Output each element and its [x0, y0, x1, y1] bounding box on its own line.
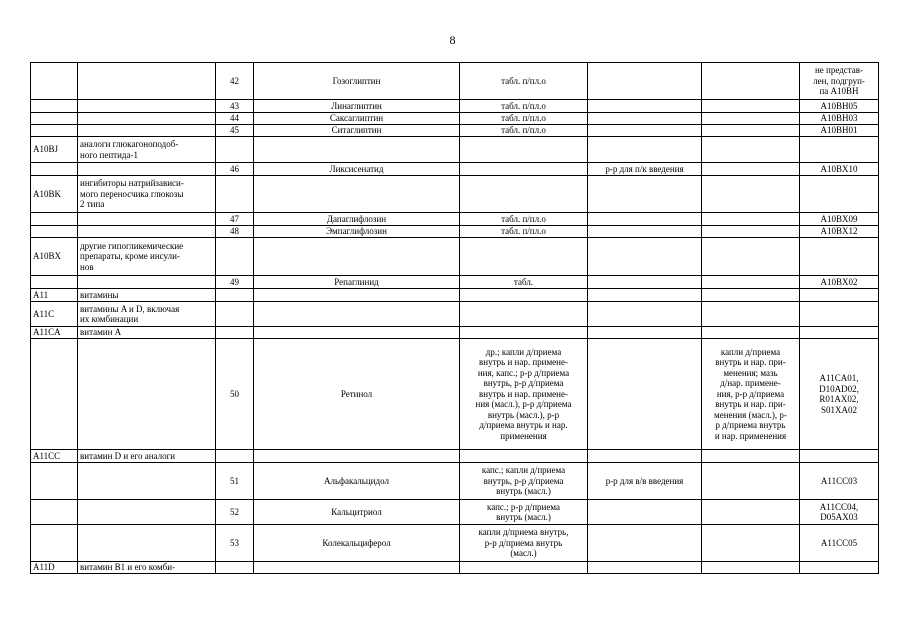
group-name-cell: аналоги глюкагоноподоб- ного пептида-1: [78, 137, 216, 163]
atc-code-cell: A10BX02: [800, 276, 879, 289]
dosage-form-extra-cell: [588, 176, 702, 213]
dosage-form-cell: табл. п/пл.о: [460, 100, 588, 113]
atc-code-cell: A10BX09: [800, 213, 879, 226]
atc-code-cell: A11CC05: [800, 525, 879, 562]
table-row: [31, 63, 879, 100]
dosage-form-other-cell: [702, 226, 800, 238]
dosage-form-cell: [460, 302, 588, 327]
dosage-form-other-cell: [702, 525, 800, 562]
atc-group-code-cell: A10BK: [31, 176, 78, 213]
atc-code-cell: [800, 302, 879, 327]
drug-name-cell: Кальцитриол: [254, 500, 460, 525]
drug-name-cell: Саксаглиптин: [254, 113, 460, 125]
dosage-form-other-cell: [702, 450, 800, 463]
atc-code-cell: A11CC03: [800, 463, 879, 500]
group-name-cell: витамин A: [78, 327, 216, 339]
atc-group-code-cell: A10BX: [31, 238, 78, 276]
group-name-cell: [78, 113, 216, 125]
table-row: [31, 100, 879, 113]
atc-group-code-cell: [31, 163, 78, 176]
group-name-cell: витамин B1 и его комби-: [78, 562, 216, 574]
dosage-form-other-cell: [702, 100, 800, 113]
dosage-form-extra-cell: [588, 525, 702, 562]
dosage-form-extra-cell: [588, 289, 702, 302]
atc-group-code-cell: A11C: [31, 302, 78, 327]
atc-group-code-cell: A11: [31, 289, 78, 302]
drug-name-cell: Ликсисенатид: [254, 163, 460, 176]
atc-group-code-cell: [31, 100, 78, 113]
drug-name-cell: [254, 238, 460, 276]
atc-group-code-cell: A10BJ: [31, 137, 78, 163]
atc-group-code-cell: A11CA: [31, 327, 78, 339]
table-row: [31, 163, 879, 176]
table-row: [31, 176, 879, 213]
dosage-form-extra-cell: р-р для п/к введения: [588, 163, 702, 176]
dosage-form-cell: капс.; р-р д/приема внутрь (масл.): [460, 500, 588, 525]
drug-name-cell: [254, 176, 460, 213]
dosage-form-cell: табл. п/пл.о: [460, 226, 588, 238]
drug-name-cell: Ретинол: [254, 339, 460, 450]
table-row: [31, 302, 879, 327]
dosage-form-cell: табл.: [460, 276, 588, 289]
dosage-form-extra-cell: [588, 339, 702, 450]
row-number-cell: [216, 238, 254, 276]
row-number-cell: 52: [216, 500, 254, 525]
atc-group-code-cell: A11CC: [31, 450, 78, 463]
atc-group-code-cell: [31, 226, 78, 238]
dosage-form-extra-cell: [588, 226, 702, 238]
dosage-form-extra-cell: [588, 213, 702, 226]
drug-table: [30, 62, 879, 574]
atc-code-cell: [800, 562, 879, 574]
dosage-form-cell: [460, 327, 588, 339]
drug-name-cell: Линаглиптин: [254, 100, 460, 113]
group-name-cell: другие гипогликемические препараты, кроме инсули- нов: [78, 238, 216, 276]
atc-code-cell: A10BH03: [800, 113, 879, 125]
group-name-cell: [78, 463, 216, 500]
drug-name-cell: [254, 289, 460, 302]
dosage-form-other-cell: [702, 500, 800, 525]
row-number-cell: [216, 137, 254, 163]
row-number-cell: [216, 289, 254, 302]
group-name-cell: [78, 125, 216, 137]
dosage-form-other-cell: [702, 163, 800, 176]
drug-name-cell: [254, 302, 460, 327]
dosage-form-cell: капли д/приема внутрь, р-р д/приема внутрь (масл.): [460, 525, 588, 562]
table-row: [31, 125, 879, 137]
table-row: [31, 327, 879, 339]
atc-code-cell: [800, 327, 879, 339]
row-number-cell: 48: [216, 226, 254, 238]
table-row: [31, 339, 879, 450]
drug-name-cell: Гозоглиптин: [254, 63, 460, 100]
table-row: [31, 137, 879, 163]
page-number: 8: [449, 33, 456, 47]
row-number-cell: 46: [216, 163, 254, 176]
dosage-form-other-cell: [702, 213, 800, 226]
atc-group-code-cell: [31, 113, 78, 125]
row-number-cell: 47: [216, 213, 254, 226]
dosage-form-cell: [460, 176, 588, 213]
atc-code-cell: A11CC04, D05AX03: [800, 500, 879, 525]
dosage-form-cell: табл. п/пл.о: [460, 125, 588, 137]
atc-code-cell: не представ- лен, подгруп- па A10BH: [800, 63, 879, 100]
dosage-form-cell: табл. п/пл.о: [460, 63, 588, 100]
row-number-cell: [216, 450, 254, 463]
group-name-cell: [78, 500, 216, 525]
dosage-form-cell: [460, 450, 588, 463]
dosage-form-extra-cell: [588, 125, 702, 137]
dosage-form-extra-cell: [588, 276, 702, 289]
dosage-form-cell: [460, 562, 588, 574]
dosage-form-extra-cell: [588, 500, 702, 525]
atc-code-cell: [800, 137, 879, 163]
row-number-cell: 51: [216, 463, 254, 500]
group-name-cell: [78, 213, 216, 226]
row-number-cell: [216, 562, 254, 574]
row-number-cell: 42: [216, 63, 254, 100]
dosage-form-extra-cell: [588, 137, 702, 163]
atc-code-cell: A10BH01: [800, 125, 879, 137]
drug-name-cell: [254, 327, 460, 339]
table-row: [31, 113, 879, 125]
atc-group-code-cell: [31, 463, 78, 500]
row-number-cell: [216, 327, 254, 339]
row-number-cell: [216, 176, 254, 213]
drug-name-cell: Ситаглиптин: [254, 125, 460, 137]
row-number-cell: [216, 302, 254, 327]
atc-group-code-cell: [31, 339, 78, 450]
group-name-cell: [78, 525, 216, 562]
drug-name-cell: Дапаглифлозин: [254, 213, 460, 226]
drug-name-cell: [254, 562, 460, 574]
atc-group-code-cell: [31, 63, 78, 100]
dosage-form-other-cell: [702, 302, 800, 327]
dosage-form-other-cell: [702, 137, 800, 163]
dosage-form-extra-cell: [588, 562, 702, 574]
group-name-cell: [78, 276, 216, 289]
drug-name-cell: Эмпаглифлозин: [254, 226, 460, 238]
dosage-form-extra-cell: [588, 302, 702, 327]
group-name-cell: [78, 100, 216, 113]
dosage-form-extra-cell: [588, 327, 702, 339]
dosage-form-cell: [460, 163, 588, 176]
drug-name-cell: Колекальциферол: [254, 525, 460, 562]
group-name-cell: витамины: [78, 289, 216, 302]
dosage-form-other-cell: [702, 176, 800, 213]
table-row: [31, 289, 879, 302]
atc-code-cell: A10BX12: [800, 226, 879, 238]
drug-name-cell: [254, 450, 460, 463]
table-row: [31, 525, 879, 562]
dosage-form-extra-cell: [588, 450, 702, 463]
group-name-cell: витамины A и D, включая их комбинации: [78, 302, 216, 327]
dosage-form-other-cell: [702, 113, 800, 125]
dosage-form-cell: капс.; капли д/приема внутрь, р-р д/приема внутрь (масл.): [460, 463, 588, 500]
dosage-form-extra-cell: [588, 238, 702, 276]
row-number-cell: 49: [216, 276, 254, 289]
row-number-cell: 53: [216, 525, 254, 562]
dosage-form-cell: табл. п/пл.о: [460, 213, 588, 226]
atc-group-code-cell: [31, 525, 78, 562]
atc-code-cell: [800, 289, 879, 302]
group-name-cell: ингибиторы натрийзависи- мого переносчика глюкозы 2 типа: [78, 176, 216, 213]
dosage-form-other-cell: [702, 289, 800, 302]
dosage-form-other-cell: [702, 63, 800, 100]
dosage-form-other-cell: [702, 125, 800, 137]
group-name-cell: витамин D и его аналоги: [78, 450, 216, 463]
dosage-form-cell: [460, 137, 588, 163]
drug-name-cell: Альфакальцидол: [254, 463, 460, 500]
atc-code-cell: A10BH05: [800, 100, 879, 113]
dosage-form-other-cell: [702, 562, 800, 574]
atc-group-code-cell: [31, 500, 78, 525]
group-name-cell: [78, 339, 216, 450]
table-row: [31, 562, 879, 574]
dosage-form-other-cell: [702, 463, 800, 500]
table-row: [31, 213, 879, 226]
table-row: [31, 226, 879, 238]
atc-code-cell: [800, 238, 879, 276]
table-row: [31, 500, 879, 525]
atc-code-cell: A11CA01, D10AD02, R01AX02, S01XA02: [800, 339, 879, 450]
table-row: [31, 463, 879, 500]
dosage-form-other-cell: [702, 327, 800, 339]
atc-code-cell: [800, 450, 879, 463]
atc-group-code-cell: [31, 125, 78, 137]
dosage-form-extra-cell: [588, 100, 702, 113]
dosage-form-cell: др.; капли д/приема внутрь и нар. примене- ния, капс.; р-р д/приема внутрь, р-р д/приема внутрь и нар. примене- ния (масл.), р-р д/приема внутрь (масл.), р-р д/приема внутрь и нар. применения: [460, 339, 588, 450]
row-number-cell: 43: [216, 100, 254, 113]
row-number-cell: 50: [216, 339, 254, 450]
group-name-cell: [78, 226, 216, 238]
atc-group-code-cell: A11D: [31, 562, 78, 574]
table-row: [31, 276, 879, 289]
dosage-form-extra-cell: [588, 113, 702, 125]
dosage-form-cell: табл. п/пл.о: [460, 113, 588, 125]
table-row: [31, 238, 879, 276]
atc-code-cell: [800, 176, 879, 213]
row-number-cell: 45: [216, 125, 254, 137]
row-number-cell: 44: [216, 113, 254, 125]
group-name-cell: [78, 163, 216, 176]
atc-code-cell: A10BX10: [800, 163, 879, 176]
drug-name-cell: [254, 137, 460, 163]
dosage-form-other-cell: [702, 276, 800, 289]
dosage-form-other-cell: [702, 238, 800, 276]
dosage-form-cell: [460, 238, 588, 276]
group-name-cell: [78, 63, 216, 100]
dosage-form-extra-cell: [588, 63, 702, 100]
table-row: [31, 450, 879, 463]
drug-name-cell: Репаглинид: [254, 276, 460, 289]
dosage-form-other-cell: капли д/приема внутрь и нар. при- менения; мазь д/нар. примене- ния, р-р д/приема внутрь и нар. при- менения (масл.), р- р д/приема внутрь и нар. применения: [702, 339, 800, 450]
atc-group-code-cell: [31, 276, 78, 289]
dosage-form-cell: [460, 289, 588, 302]
atc-group-code-cell: [31, 213, 78, 226]
dosage-form-extra-cell: р-р для в/в введения: [588, 463, 702, 500]
